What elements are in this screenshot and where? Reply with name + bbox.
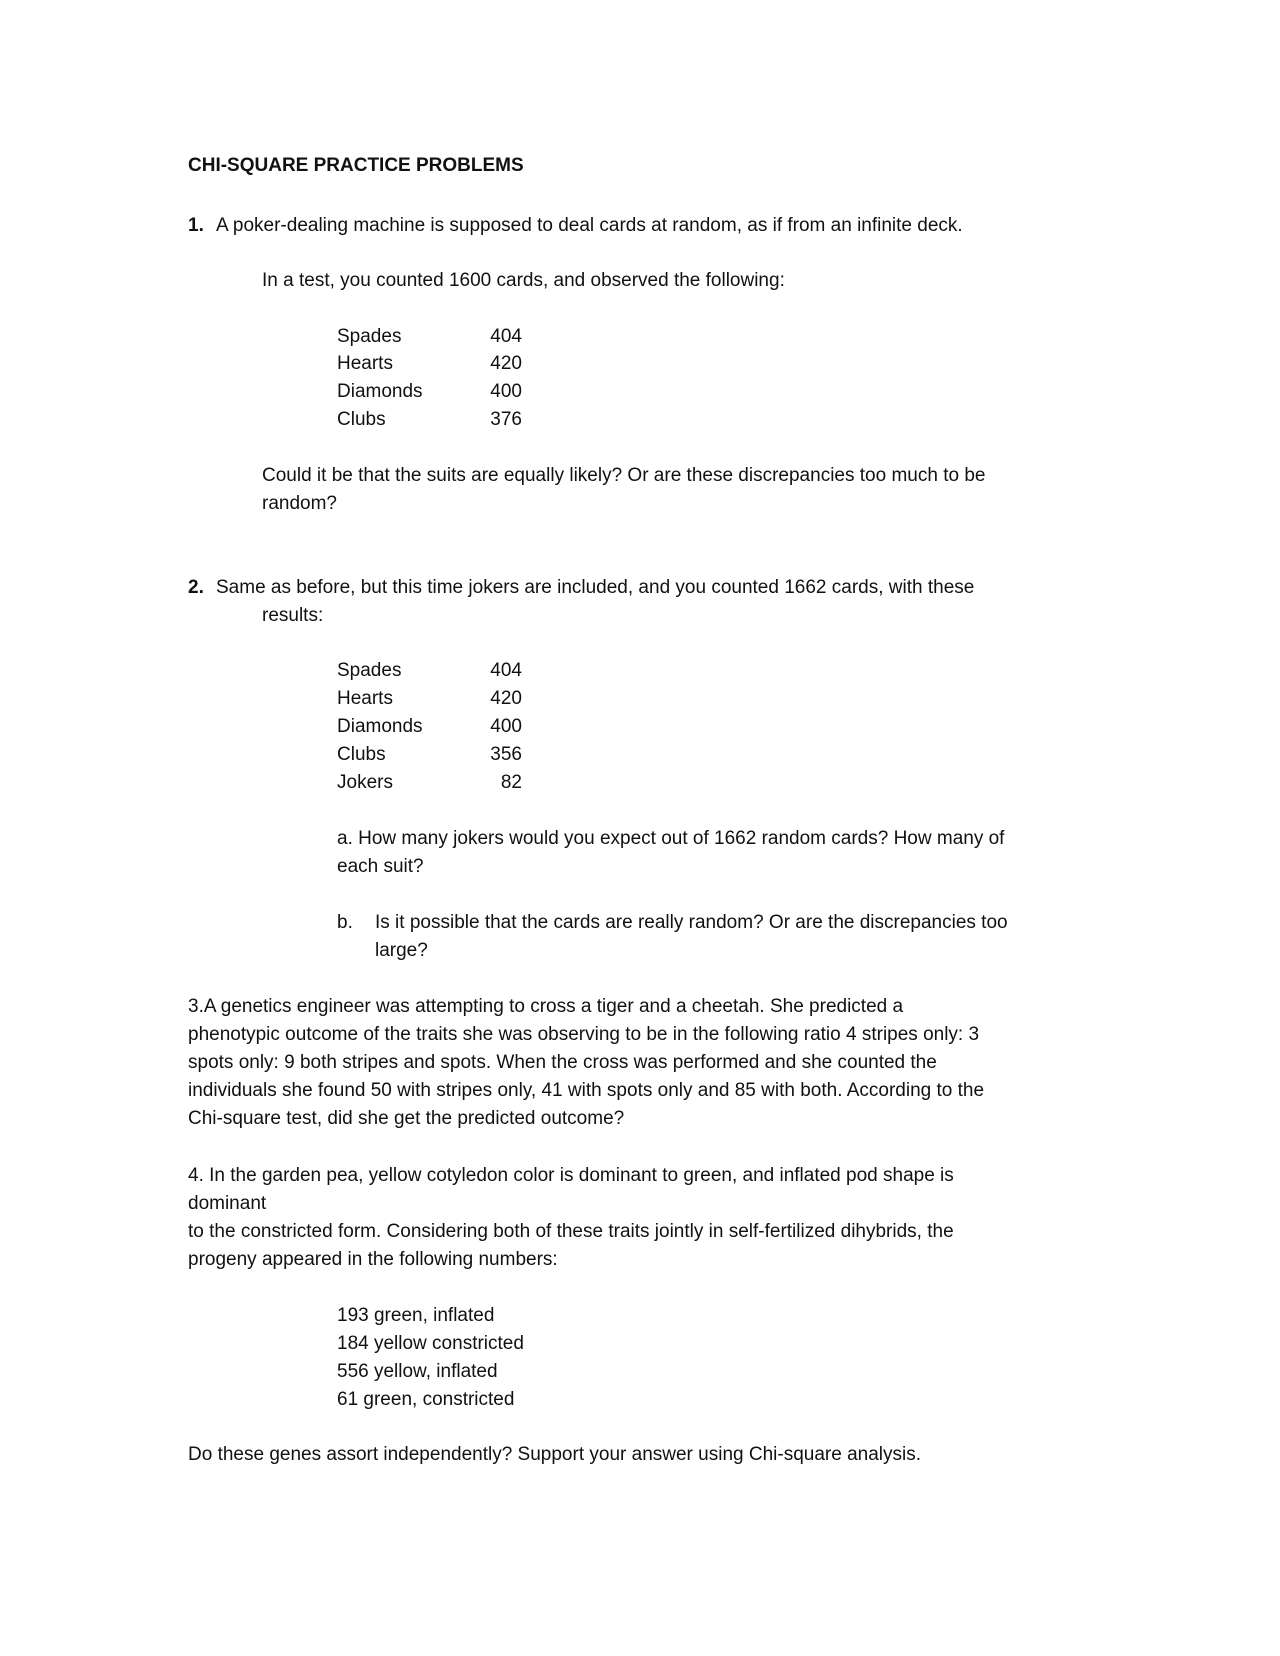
suit-count: 420 [490,353,522,374]
suit-label: Hearts [337,353,393,374]
suit-label: Spades [337,326,402,347]
q2-part-a: each suit? [337,856,424,877]
q4-text: progeny appeared in the following numbers: [188,1249,558,1270]
q4-text: 4. In the garden pea, yellow cotyledon color is dominant to green, and inflated pod shape is [188,1165,954,1186]
q1-text: A poker-dealing machine is supposed to deal cards at random, as if from an infinite deck. [216,215,963,236]
suit-count: 420 [490,688,522,709]
page-title: CHI-SQUARE PRACTICE PROBLEMS [188,155,524,176]
suit-count: 400 [490,381,522,402]
q4-result: 556 yellow, inflated [337,1361,498,1382]
q2-part-a: a. How many jokers would you expect out of 1662 random cards? How many of [337,828,1005,849]
q3-text: 3.A genetics engineer was attempting to cross a tiger and a cheetah. She predicted a [188,996,904,1017]
suit-label: Clubs [337,409,386,430]
q4-result: 184 yellow constricted [337,1333,524,1354]
q1-question: random? [262,493,337,514]
q1-question: Could it be that the suits are equally likely? Or are these discrepancies too much to be [262,465,986,486]
q2-text: Same as before, but this time jokers are included, and you counted 1662 cards, with these [216,577,975,598]
q2-number: 2. [188,577,204,598]
suit-count: 82 [500,772,522,793]
suit-label: Hearts [337,688,393,709]
suit-label: Diamonds [337,381,423,402]
q4-question: Do these genes assort independently? Support your answer using Chi-square analysis. [188,1444,921,1465]
q2-part-b: Is it possible that the cards are really random? Or are the discrepancies too [375,912,1008,933]
suit-label: Diamonds [337,716,423,737]
q2-text: results: [262,605,324,626]
q1-intro: In a test, you counted 1600 cards, and observed the following: [262,270,785,291]
q2-part-b-marker: b. [337,912,353,933]
suit-label: Jokers [337,772,393,793]
suit-count: 376 [490,409,522,430]
q3-text: phenotypic outcome of the traits she was observing to be in the following ratio 4 stripes only: 3 [188,1024,980,1045]
q3-text: Chi-square test, did she get the predicted outcome? [188,1108,625,1129]
q4-result: 61 green, constricted [337,1389,515,1410]
q3-text: individuals she found 50 with stripes only, 41 with spots only and 85 with both. According to the [188,1080,985,1101]
suit-label: Clubs [337,744,386,765]
suit-count: 356 [490,744,522,765]
suit-count: 400 [490,716,522,737]
suit-count: 404 [490,660,522,681]
q4-text: dominant [188,1193,267,1214]
suit-count: 404 [490,326,522,347]
q3-text: spots only: 9 both stripes and spots. When the cross was performed and she counted the [188,1052,937,1073]
q4-text: to the constricted form. Considering both of these traits jointly in self-fertilized dihybrids, the [188,1221,954,1242]
q2-part-b: large? [375,940,428,961]
q1-number: 1. [188,215,204,236]
suit-label: Spades [337,660,402,681]
q4-result: 193 green, inflated [337,1305,495,1326]
